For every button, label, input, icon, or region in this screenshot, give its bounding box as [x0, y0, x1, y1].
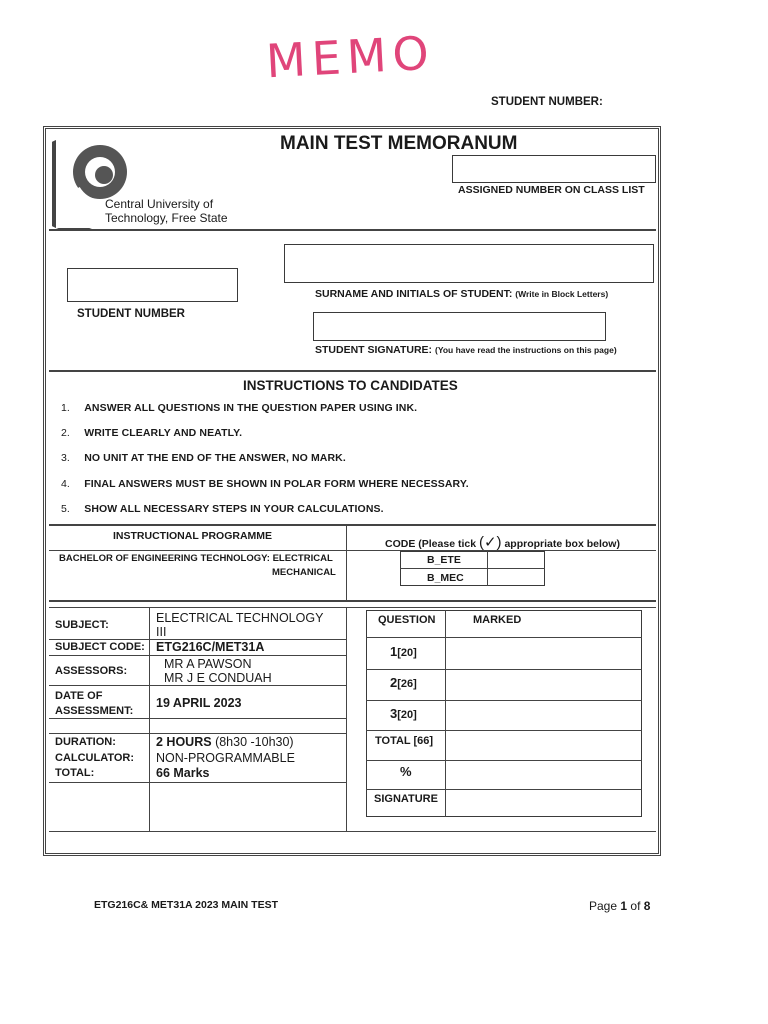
question-row: 1[20] [390, 644, 417, 659]
footer-page-number: Page 1 of 8 [589, 899, 651, 913]
assigned-number-field[interactable] [452, 155, 656, 183]
tick-box-mec[interactable] [488, 569, 544, 585]
student-number-label: STUDENT NUMBER [77, 308, 185, 320]
instruction-item: 2. WRITE CLEARLY AND NEATLY. [61, 427, 243, 439]
percent-label: % [400, 764, 412, 779]
subject-label: SUBJECT: [55, 619, 109, 631]
subject-code-label: SUBJECT CODE: [55, 641, 145, 653]
calculator-value: NON-PROGRAMMABLE [156, 751, 295, 765]
instruction-item: 3. NO UNIT AT THE END OF THE ANSWER, NO MARK. [61, 452, 346, 464]
instructions-heading: INSTRUCTIONS TO CANDIDATES [243, 378, 458, 393]
duration-label: DURATION: [55, 736, 116, 748]
student-number-field[interactable] [67, 268, 238, 302]
top-student-number-label: STUDENT NUMBER: [491, 96, 603, 108]
marks-signature-label: SIGNATURE [374, 793, 438, 805]
subject-value: ELECTRICAL TECHNOLOGY III [156, 611, 324, 639]
marks-total-label: TOTAL [66] [375, 735, 434, 747]
marked-header: MARKED [473, 614, 522, 626]
programme-line-2: MECHANICAL [272, 567, 336, 578]
code-heading: CODE (Please tick (✓) appropriate box below) [385, 534, 620, 551]
question-row: 3[20] [390, 706, 417, 721]
calculator-label: CALCULATOR: [55, 752, 135, 764]
marked-cell-3[interactable] [446, 701, 641, 730]
question-header: QUESTION [378, 614, 436, 626]
date-label: DATE OF ASSESSMENT: [55, 690, 134, 717]
surname-label: SURNAME AND INITIALS OF STUDENT: (Write in Block Letters) [315, 288, 609, 300]
assessors-value: MR A PAWSON MR J E CONDUAH [164, 657, 272, 685]
tick-icon: (✓) [478, 534, 502, 551]
assigned-number-label: ASSIGNED NUMBER ON CLASS LIST [458, 184, 645, 196]
date-value: 19 APRIL 2023 [156, 696, 242, 710]
signature-field[interactable] [313, 312, 606, 341]
marked-cell-1[interactable] [446, 638, 641, 669]
total-value: 66 Marks [156, 766, 210, 780]
instruction-item: 1. ANSWER ALL QUESTIONS IN THE QUESTION PAPER USING INK. [61, 402, 418, 414]
page-title: MAIN TEST MEMORANUM [280, 133, 518, 154]
total-label: TOTAL: [55, 767, 95, 779]
duration-value: 2 HOURS (8h30 -10h30) [156, 735, 294, 749]
assessors-label: ASSESSORS: [55, 665, 128, 677]
instruction-item: 4. FINAL ANSWERS MUST BE SHOWN IN POLAR FORM WHERE NECESSARY. [61, 478, 469, 490]
code-b-mec: B_MEC [427, 572, 464, 584]
marked-cell-2[interactable] [446, 670, 641, 700]
question-row: 2[26] [390, 675, 417, 690]
tick-box-ete[interactable] [488, 552, 544, 568]
instruction-item: 5. SHOW ALL NECESSARY STEPS IN YOUR CALCULATIONS. [61, 503, 384, 515]
university-name: Central University of Technology, Free State [105, 197, 228, 225]
footer-course: ETG216C& MET31A 2023 MAIN TEST [94, 899, 278, 911]
handwritten-memo-note: MEMO [264, 25, 436, 89]
code-b-ete: B_ETE [427, 554, 461, 566]
surname-field[interactable] [284, 244, 654, 283]
programme-heading: INSTRUCTIONAL PROGRAMME [113, 530, 273, 542]
signature-label: STUDENT SIGNATURE: (You have read the instructions on this page) [315, 344, 617, 356]
subject-code-value: ETG216C/MET31A [156, 640, 265, 654]
programme-line-1: BACHELOR OF ENGINEERING TECHNOLOGY: ELECTRICAL [59, 553, 333, 564]
